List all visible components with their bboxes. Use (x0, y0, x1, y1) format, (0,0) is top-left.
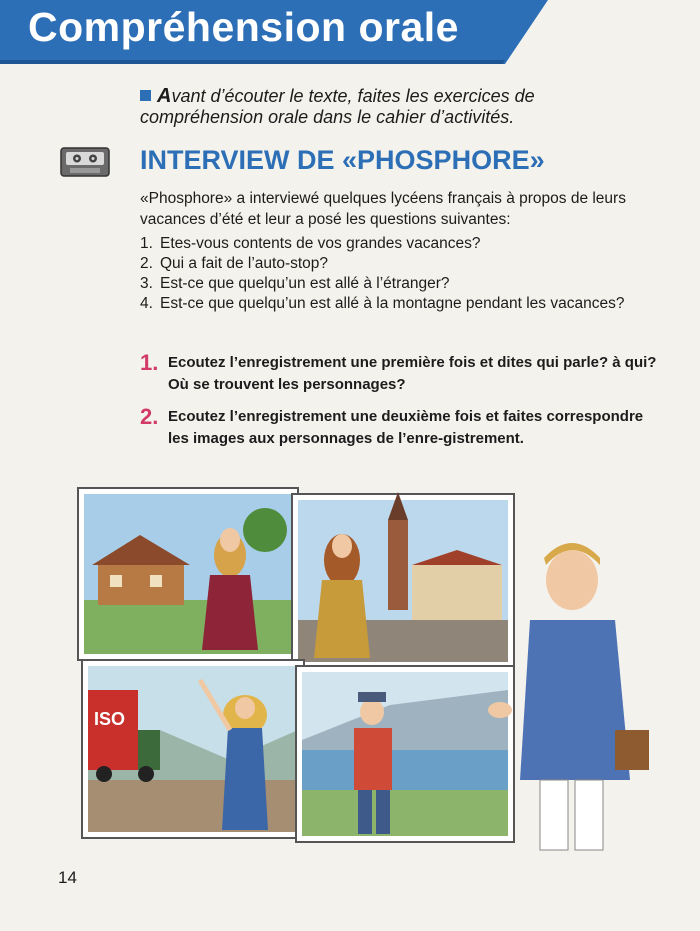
bullet-square-icon (140, 90, 151, 101)
list-item: 1. Etes-vous contents de vos grandes vacances? (140, 235, 481, 252)
list-item: 3. Est-ce que quelqu’un est allé à l’étranger? (140, 275, 450, 292)
intro-dropcap: A (157, 85, 172, 107)
image-panel-house (78, 488, 298, 660)
intro-instruction (140, 86, 660, 128)
exercise-text: Ecoutez l’enregistrement une deuxième fois et faites correspondre les images aux personnages de l’enre-gistrement. (168, 408, 644, 447)
exercise-number: 1. (140, 350, 159, 375)
chapter-banner (0, 0, 700, 64)
intro-paragraph: «Phosphore» a interviewé quelques lycéens français à propos de leurs vacances d’été et leur a posé les questions suivantes: (140, 190, 626, 228)
image-panel-road (82, 660, 304, 838)
exercise-number: 2. (140, 404, 159, 429)
chapter-title: Compréhension orale (28, 4, 459, 50)
intro-text: vant d’écouter le texte, faites les exercices de compréhension orale dans le cahier d’activités. (140, 86, 535, 127)
image-panel-city (292, 492, 514, 668)
truck-text: ISO (94, 709, 126, 729)
exercise-2 (140, 406, 660, 450)
cassette-icon (60, 146, 110, 183)
image-panel-seaside (296, 666, 514, 842)
exercise-1 (140, 352, 660, 396)
illustration (70, 480, 670, 870)
page-number: 14 (58, 868, 77, 887)
exercise-text: Ecoutez l’enregistrement une première fois et dites qui parle? à qui? Où se trouvent les personnages? (168, 354, 657, 393)
list-item: 2. Qui a fait de l’auto-stop? (140, 255, 329, 272)
questions-list (140, 234, 660, 314)
section-title: INTERVIEW DE «PHOSPHORE» (140, 145, 545, 175)
list-item: 4. Est-ce que quelqu’un est allé à la montagne pendant les vacances? (140, 295, 625, 312)
